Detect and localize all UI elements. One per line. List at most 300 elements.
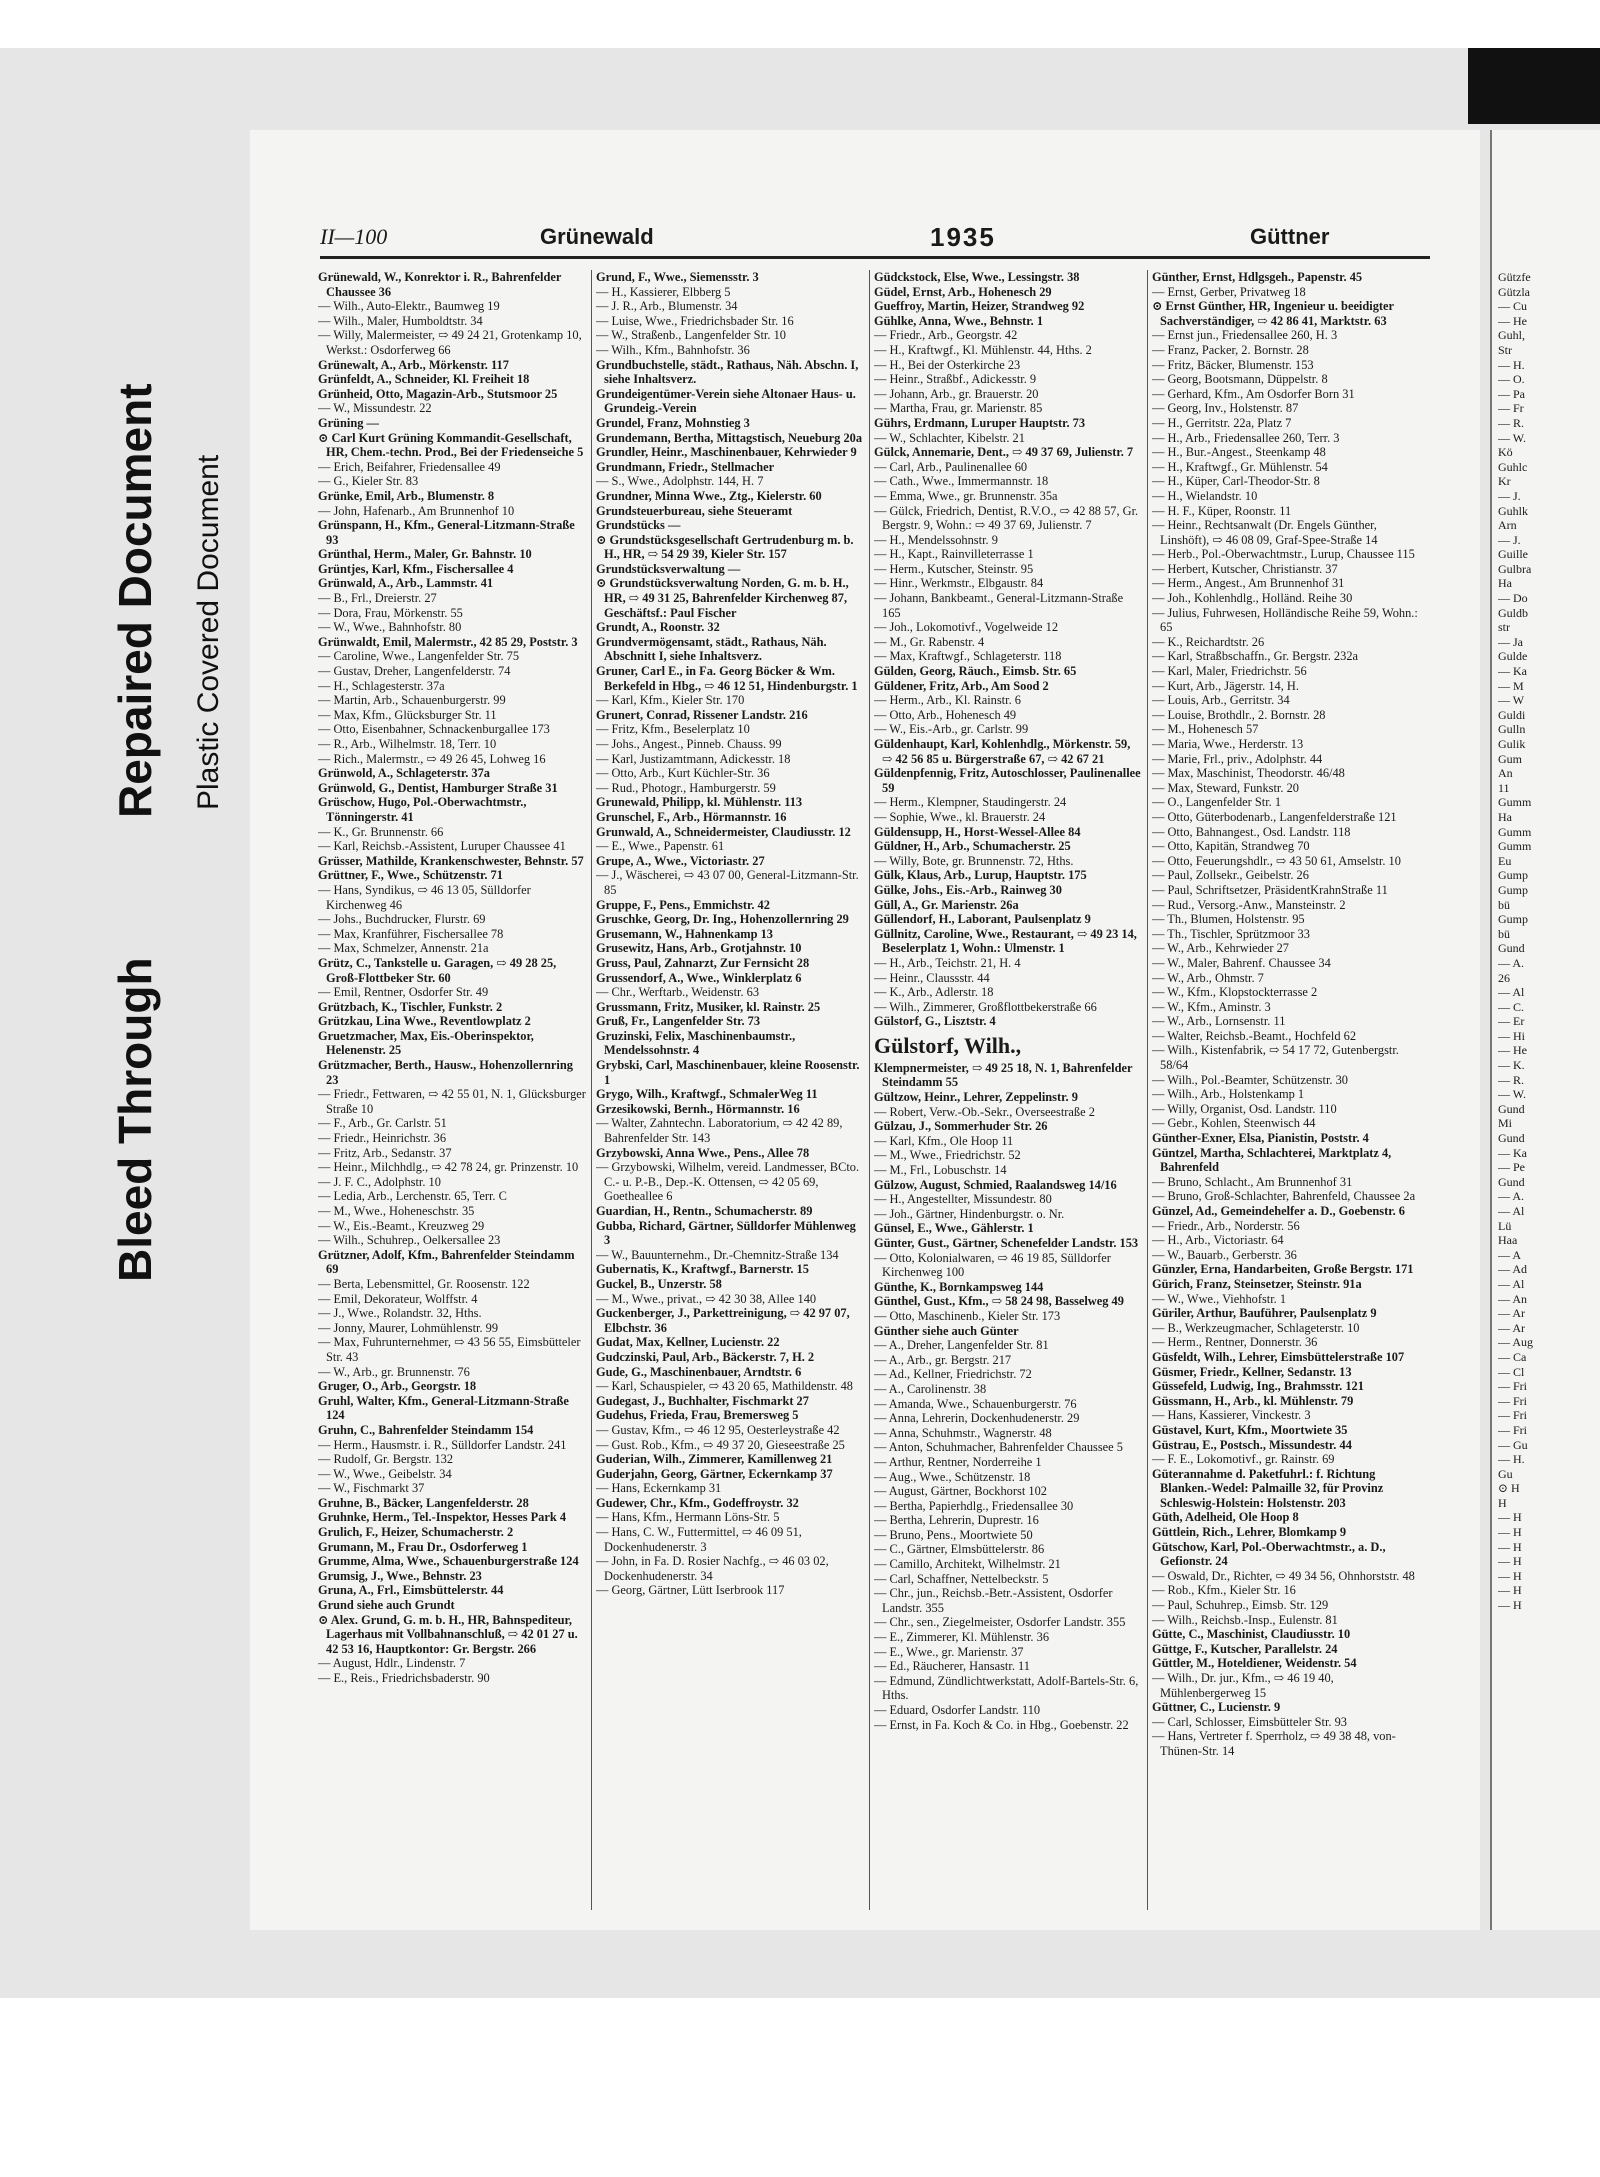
directory-entry: Gruger, O., Arb., Georgstr. 18 bbox=[318, 1379, 477, 1394]
directory-entry: Gruschke, Georg, Dr. Ing., Hohenzollernring 29 bbox=[596, 912, 849, 927]
directory-entry: — H., Arb., Teichstr. 21, H. 4 bbox=[874, 955, 1021, 970]
adjacent-page-fragment: — Al bbox=[1498, 1204, 1525, 1218]
adjacent-page-fragment: Lü bbox=[1498, 1218, 1512, 1233]
directory-entry: — Heinr., Milchhdlg., ⇨ 42 78 24, gr. Prinzenstr. 10 bbox=[318, 1160, 579, 1175]
directory-entry: — Anna, Lehrerin, Dockenhudenerstr. 29 bbox=[874, 1411, 1080, 1426]
adjacent-page-fragment: Gump bbox=[1498, 912, 1528, 927]
directory-entry: — Georg, Gärtner, Lütt Iserbrook 117 bbox=[596, 1583, 785, 1598]
directory-entry: — Herm., Arb., Kl. Rainstr. 6 bbox=[874, 693, 1021, 708]
directory-entry: Gültzow, Heinr., Lehrer, Zeppelinstr. 9 bbox=[874, 1090, 1078, 1105]
directory-entry: Guderjahn, Georg, Gärtner, Eckernkamp 37 bbox=[596, 1466, 833, 1481]
directory-entry: — Wilh., Auto-Elektr., Baumweg 19 bbox=[318, 299, 500, 314]
adjacent-page-fragment: Guille bbox=[1498, 547, 1528, 562]
directory-entry: Grunwald, A., Schneidermeister, Claudiusstr. 12 bbox=[596, 824, 851, 839]
directory-entry: — Hans, Eckernkamp 31 bbox=[596, 1481, 722, 1496]
adjacent-page-fragment: — Fri bbox=[1498, 1393, 1528, 1408]
directory-entry: — Johs., Angest., Pinneb. Chauss. 99 bbox=[596, 737, 782, 751]
directory-entry: — Otto, Arb., Hohenesch 49 bbox=[874, 707, 1017, 722]
directory-entry: — Ed., Räucherer, Hansastr. 11 bbox=[874, 1659, 1030, 1674]
directory-entry: — Gustav, Dreher, Langenfelderstr. 74 bbox=[318, 664, 511, 679]
directory-entry: — Kurt, Arb., Jägerstr. 14, H. bbox=[1152, 678, 1299, 693]
directory-entry: Grundbuchstelle, städt., Rathaus, Näh. Abschn. I, siehe Inhaltsverz. bbox=[596, 357, 859, 387]
directory-entry: Grützkau, Lina Wwe., Reventlowplatz 2 bbox=[318, 1014, 531, 1029]
adjacent-page-fragment: — W bbox=[1498, 693, 1525, 708]
directory-entry: — H., Angestellter, Missundestr. 80 bbox=[874, 1192, 1052, 1207]
directory-entry: — Rich., Malermstr., ⇨ 49 26 45, Lohweg 16 bbox=[318, 751, 546, 766]
directory-entry: Güriler, Arthur, Bauführer, Paulsenplatz 9 bbox=[1152, 1306, 1377, 1321]
directory-entry: Grütz, C., Tankstelle u. Garagen, ⇨ 49 28 25, Groß-Flottbeker Str. 60 bbox=[318, 955, 557, 985]
directory-entry: — A., Arb., gr. Bergstr. 217 bbox=[874, 1352, 1012, 1367]
adjacent-page-fragment: Guhl, bbox=[1498, 328, 1525, 343]
directory-entry: — H., Kraftwgf., Kl. Mühlenstr. 44, Hths. 2 bbox=[874, 342, 1092, 357]
directory-entry: Grygo, Wilh., Kraftwgf., SchmalerWeg 11 bbox=[596, 1087, 818, 1102]
directory-entry: — Fritz, Bäcker, Blumenstr. 153 bbox=[1152, 357, 1314, 372]
adjacent-page-fragment: — Pe bbox=[1498, 1160, 1525, 1175]
directory-entry: — Wilh., Kistenfabrik, ⇨ 54 17 72, Gutenbergstr. 58/64 bbox=[1152, 1043, 1399, 1073]
adjacent-page-fragment: Gulbra bbox=[1498, 561, 1532, 576]
adjacent-page-fragment: — Ad bbox=[1498, 1262, 1528, 1277]
adjacent-page-fragment: Str bbox=[1498, 342, 1513, 357]
directory-entry: Grund, F., Wwe., Siemensstr. 3 bbox=[596, 270, 759, 284]
directory-entry: Gruß, Fr., Langenfelder Str. 73 bbox=[596, 1014, 761, 1029]
adjacent-page-fragment: Gump bbox=[1498, 882, 1528, 897]
directory-entry: — Max, Maschinist, Theodorstr. 46/48 bbox=[1152, 766, 1345, 781]
directory-entry: Grussendorf, A., Wwe., Winklerplatz 6 bbox=[596, 970, 802, 985]
directory-entry: — Julius, Fuhrwesen, Holländische Reihe 59, Wohn.: 65 bbox=[1152, 605, 1418, 635]
directory-entry: — W., Eis.-Arb., gr. Carlstr. 99 bbox=[874, 722, 1029, 737]
adjacent-page-fragment: — H bbox=[1498, 1510, 1522, 1525]
directory-entry: Guardian, H., Rentn., Schumacherstr. 89 bbox=[596, 1204, 813, 1218]
directory-entry: Klempnermeister, ⇨ 49 25 18, N. 1, Bahrenfelder Steindamm 55 bbox=[874, 1060, 1133, 1090]
directory-entry: Gruppe, F., Pens., Emmichstr. 42 bbox=[596, 897, 770, 912]
directory-entry: — Rob., Kfm., Kieler Str. 16 bbox=[1152, 1583, 1296, 1598]
adjacent-page-fragment: Ha bbox=[1498, 576, 1512, 591]
directory-entry: Gühlke, Anna, Wwe., Behnstr. 1 bbox=[874, 313, 1044, 328]
adjacent-page-fragment: — Cl bbox=[1498, 1364, 1525, 1379]
directory-entry: — Amanda, Wwe., Schauenburgerstr. 76 bbox=[874, 1396, 1077, 1411]
directory-entry: — H., Arb., Friedensallee 260, Terr. 3 bbox=[1152, 430, 1340, 445]
directory-entry: Gruhl, Walter, Kfm., General-Litzmann-Straße 124 bbox=[318, 1393, 569, 1423]
directory-entry: — E., Wwe., gr. Marienstr. 37 bbox=[874, 1644, 1024, 1659]
directory-entry: — W., Arb., Ohmstr. 7 bbox=[1152, 970, 1264, 985]
directory-entry: — R., Arb., Wilhelmstr. 18, Terr. 10 bbox=[318, 737, 497, 751]
directory-entry: — Karl, Reichsb.-Assistent, Luruper Chaussee 41 bbox=[318, 839, 566, 854]
adjacent-page-fragment: Gulde bbox=[1498, 649, 1528, 664]
directory-entry: Günther-Exner, Elsa, Pianistin, Poststr. 4 bbox=[1152, 1131, 1369, 1146]
directory-entry: — Ad., Kellner, Friedrichstr. 72 bbox=[874, 1367, 1032, 1382]
plastic-covered-label: Plastic Covered Document bbox=[192, 454, 225, 810]
directory-entry: — Ledia, Arb., Lerchenstr. 65, Terr. C bbox=[318, 1189, 507, 1204]
directory-entry: — Dora, Frau, Mörkenstr. 55 bbox=[318, 605, 463, 620]
column-divider bbox=[591, 270, 592, 1910]
directory-entry: Gruzinski, Felix, Maschinenbaumstr., Mendelssohnstr. 4 bbox=[596, 1028, 796, 1058]
adjacent-page-fragment: — Ar bbox=[1498, 1320, 1525, 1335]
directory-entry: — W., Missundestr. 22 bbox=[318, 401, 432, 416]
directory-entry: Güterannahme d. Paketfuhrl.: f. Richtung Blanken.-Wedel: Palmaille 32, für Provinz Schleswig-Holstein: Holstenstr. 203 bbox=[1152, 1466, 1384, 1510]
adjacent-page-fragment: — Hi bbox=[1498, 1028, 1525, 1043]
directory-entry: Gütte, C., Maschinist, Claudiusstr. 10 bbox=[1152, 1627, 1351, 1642]
adjacent-page-fragment: — Do bbox=[1498, 591, 1528, 606]
directory-entry: Güdckstock, Else, Wwe., Lessingstr. 38 bbox=[874, 270, 1080, 284]
directory-entry: — Otto, Arb., Kurt Küchler-Str. 36 bbox=[596, 766, 770, 781]
directory-entry: — Herm., Angest., Am Brunnenhof 31 bbox=[1152, 576, 1345, 591]
directory-entry: — H., Mendelssohnstr. 9 bbox=[874, 532, 998, 547]
adjacent-page-fragment: — Ar bbox=[1498, 1306, 1525, 1321]
directory-entry: — Ernst, in Fa. Koch & Co. in Hbg., Goebenstr. 22 bbox=[874, 1717, 1129, 1732]
directory-entry: Grundsteuerbureau, siehe Steueramt bbox=[596, 503, 793, 518]
directory-entry: — Fritz, Kfm., Beselerplatz 10 bbox=[596, 722, 750, 737]
directory-entry: Güsfeldt, Wilh., Lehrer, Eimsbüttelerstraße 107 bbox=[1152, 1349, 1405, 1364]
directory-entry: Grützner, Adolf, Kfm., Bahrenfelder Steindamm 69 bbox=[318, 1247, 575, 1277]
adjacent-page-fragment: Gund bbox=[1498, 1101, 1525, 1116]
directory-entry: — Max, Kfm., Glücksburger Str. 11 bbox=[318, 707, 497, 722]
adjacent-page-fragment: Gumm bbox=[1498, 824, 1532, 839]
directory-entry: — Herm., Hausmstr. i. R., Sülldorfer Landstr. 241 bbox=[318, 1437, 567, 1452]
directory-entry: — Wilh., Schuhrep., Oelkersallee 23 bbox=[318, 1233, 501, 1248]
directory-entry: — Johs., Buchdrucker, Flurstr. 69 bbox=[318, 912, 486, 927]
directory-entry: — W., Schlachter, Kibelstr. 21 bbox=[874, 430, 1025, 445]
adjacent-page-fragment: Gund bbox=[1498, 1131, 1525, 1146]
directory-entry: — Ernst, Gerber, Privatweg 18 bbox=[1152, 284, 1306, 299]
directory-entry: — Carl, Arb., Paulinenallee 60 bbox=[874, 459, 1028, 474]
directory-entry: — Friedr., Fettwaren, ⇨ 42 55 01, N. 1, Glücksburger Straße 10 bbox=[318, 1087, 586, 1116]
directory-entry: — W., Straßenb., Langenfelder Str. 10 bbox=[596, 328, 786, 343]
adjacent-page-fragment: — Aug bbox=[1498, 1335, 1534, 1350]
directory-entry: — Aug., Wwe., Schützenstr. 18 bbox=[874, 1469, 1031, 1484]
directory-entry: Grünwold, G., Dentist, Hamburger Straße 31 bbox=[318, 780, 558, 795]
adjacent-page-fragment: — An bbox=[1498, 1291, 1528, 1306]
directory-entry: — Emil, Dekorateur, Wolffstr. 4 bbox=[318, 1291, 478, 1306]
directory-entry: Gütschow, Karl, Pol.-Oberwachtmstr., a. D., Gefionstr. 24 bbox=[1152, 1539, 1386, 1569]
directory-column-3 bbox=[874, 270, 1142, 1910]
directory-entry: — A., Dreher, Langenfelder Str. 81 bbox=[874, 1338, 1049, 1353]
directory-entry: — Oswald, Dr., Richter, ⇨ 49 34 56, Ohnhorststr. 48 bbox=[1152, 1568, 1415, 1583]
directory-entry: Grundvermögensamt, städt., Rathaus, Näh. Abschnitt I, siehe Inhaltsverz. bbox=[596, 634, 827, 664]
directory-entry: Günsel, E., Wwe., Gählerstr. 1 bbox=[874, 1221, 1034, 1236]
directory-entry: — J., Wwe., Rolandstr. 32, Hths. bbox=[318, 1306, 482, 1321]
directory-entry: — Gustav, Kfm., ⇨ 46 12 95, Oesterleystraße 42 bbox=[596, 1422, 840, 1437]
directory-entry: — K., Arb., Adlerstr. 18 bbox=[874, 985, 994, 1000]
column-divider bbox=[1147, 270, 1148, 1910]
directory-entry: — Heinr., Straßbf., Adickesstr. 9 bbox=[874, 372, 1037, 387]
directory-entry: Grunert, Conrad, Rissener Landstr. 216 bbox=[596, 707, 808, 722]
directory-entry: Güttlein, Rich., Lehrer, Blomkamp 9 bbox=[1152, 1525, 1347, 1540]
directory-entry: Gudewer, Chr., Kfm., Godeffroystr. 32 bbox=[596, 1495, 799, 1510]
directory-entry: — Hans, Vertreter f. Sperrholz, ⇨ 49 38 48, von-Thünen-Str. 14 bbox=[1152, 1729, 1396, 1758]
directory-entry: — Anton, Schuhmacher, Bahrenfelder Chaussee 5 bbox=[874, 1440, 1123, 1455]
directory-entry: — F., Arb., Gr. Carlstr. 51 bbox=[318, 1116, 447, 1131]
directory-entry: Gülzau, J., Sommerhuder Str. 26 bbox=[874, 1119, 1048, 1134]
directory-entry: — Otto, Feuerungshdlr., ⇨ 43 50 61, Amselstr. 10 bbox=[1152, 853, 1401, 868]
directory-entry: — Hans, Kfm., Hermann Löns-Str. 5 bbox=[596, 1510, 780, 1525]
directory-entry: — M., Wwe., Hoheneschstr. 35 bbox=[318, 1204, 475, 1218]
page-number: II—100 bbox=[320, 224, 388, 249]
directory-entry: Grünfeldt, A., Schneider, Kl. Freiheit 18 bbox=[318, 372, 530, 387]
directory-entry: — Max, Schmelzer, Annenstr. 21a bbox=[318, 941, 489, 956]
directory-entry: — Luise, Wwe., Friedrichsbader Str. 16 bbox=[596, 313, 794, 328]
directory-entry: Grulich, F., Heizer, Schumacherstr. 2 bbox=[318, 1525, 514, 1540]
directory-entry: — August, Gärtner, Bockhorst 102 bbox=[874, 1484, 1047, 1499]
directory-entry: Grützbach, K., Tischler, Funkstr. 2 bbox=[318, 999, 503, 1014]
directory-entry: — John, in Fa. D. Rosier Nachfg., ⇨ 46 03 02, Dockenhudenerstr. 34 bbox=[596, 1554, 829, 1583]
adjacent-page-fragment: ⊙ H bbox=[1498, 1481, 1520, 1496]
adjacent-page-fragment: — M bbox=[1498, 678, 1524, 693]
adjacent-page-fragment: str bbox=[1498, 620, 1510, 635]
directory-page bbox=[250, 130, 1480, 1930]
directory-entry: Gührs, Erdmann, Luruper Hauptstr. 73 bbox=[874, 415, 1086, 430]
directory-entry: — Walter, Reichsb.-Beamt., Hochfeld 62 bbox=[1152, 1028, 1357, 1043]
adjacent-page-fragment: Ha bbox=[1498, 809, 1512, 824]
directory-entry: Güll, A., Gr. Marienstr. 26a bbox=[874, 897, 1019, 912]
directory-entry: Grzybowski, Anna Wwe., Pens., Allee 78 bbox=[596, 1145, 810, 1160]
directory-entry: — Gerhard, Kfm., Am Osdorfer Born 31 bbox=[1152, 386, 1355, 401]
directory-entry: Güldenhaupt, Karl, Kohlenhdlg., Mörkenstr. 59, ⇨ 42 56 85 u. Bürgerstraße 67, ⇨ 42 67 21 bbox=[874, 737, 1131, 766]
directory-entry: — Bruno, Pens., Moortwiete 50 bbox=[874, 1527, 1033, 1542]
directory-entry: Güllnitz, Caroline, Wwe., Restaurant, ⇨ 49 23 14, Beselerplatz 1, Wohn.: Ulmenstr. 1 bbox=[874, 926, 1137, 956]
adjacent-page-fragment: — O. bbox=[1498, 372, 1525, 387]
directory-entry: Günthel, Gust., Kfm., ⇨ 58 24 98, Basselweg 49 bbox=[874, 1294, 1124, 1309]
directory-entry: Güstavel, Kurt, Kfm., Moortwiete 35 bbox=[1152, 1422, 1348, 1437]
directory-entry: — Herm., Kutscher, Steinstr. 95 bbox=[874, 561, 1034, 576]
adjacent-page-fragment: H bbox=[1498, 1495, 1507, 1510]
directory-entry: Grybski, Carl, Maschinenbauer, kleine Roosenstr. 1 bbox=[596, 1058, 860, 1087]
directory-entry: — Heinr., Rechtsanwalt (Dr. Engels Günther, Linshöft), ⇨ 46 08 09, Graf-Spee-Straße 14 bbox=[1152, 518, 1378, 547]
directory-entry: Grundstücks — bbox=[596, 518, 681, 533]
adjacent-page-edge bbox=[1490, 130, 1600, 1930]
directory-entry: ⊙ Alex. Grund, G. m. b. H., HR, Bahnspediteur, Lagerhaus mit Vollbahnanschluß, ⇨ 42 01 27 u. 42 53 16, Hauptkontor: Gr. Bergstr. 266 bbox=[318, 1612, 578, 1656]
directory-entry: Grundner, Minna Wwe., Ztg., Kielerstr. 60 bbox=[596, 488, 822, 503]
directory-entry: Güldenpfennig, Fritz, Autoschlosser, Paulinenallee 59 bbox=[874, 766, 1141, 795]
directory-entry: Güttner, C., Lucienstr. 9 bbox=[1152, 1700, 1281, 1715]
adjacent-page-fragment: Gützla bbox=[1498, 284, 1530, 299]
directory-entry: Gülzow, August, Schmied, Raalandsweg 14/16 bbox=[874, 1177, 1117, 1192]
directory-entry: — J. R., Arb., Blumenstr. 34 bbox=[596, 299, 738, 314]
directory-entry: — J., Wäscherei, ⇨ 43 07 00, General-Litzmann-Str. 85 bbox=[596, 868, 859, 897]
directory-entry: — Carl, Schaffner, Nettelbeckstr. 5 bbox=[874, 1571, 1049, 1586]
directory-entry: Güstrau, E., Postsch., Missundestr. 44 bbox=[1152, 1437, 1352, 1452]
directory-entry: — W., Arb., Kehrwieder 27 bbox=[1152, 941, 1289, 956]
adjacent-page-fragment: — Fri bbox=[1498, 1422, 1528, 1437]
adjacent-page-fragment: — H bbox=[1498, 1598, 1522, 1613]
directory-entry: — W., Wwe., Viehhofstr. 1 bbox=[1152, 1291, 1287, 1306]
adjacent-page-fragment: — Gu bbox=[1498, 1437, 1528, 1452]
directory-entry: Günther, Ernst, Hdlgsgeh., Papenstr. 45 bbox=[1152, 270, 1363, 284]
directory-entry: Grüntjes, Karl, Kfm., Fischersallee 4 bbox=[318, 561, 514, 576]
directory-entry: — Max, Kraftwgf., Schlageterstr. 118 bbox=[874, 649, 1062, 664]
directory-entry: — Robert, Verw.-Ob.-Sekr., Overseestraße 2 bbox=[874, 1104, 1095, 1119]
directory-entry: Gueffroy, Martin, Heizer, Strandweg 92 bbox=[874, 299, 1085, 314]
directory-entry: — W., Bauunternehm., Dr.-Chemnitz-Straße 134 bbox=[596, 1247, 839, 1262]
bleed-through-label: Bleed Through bbox=[109, 957, 161, 1282]
directory-entry: — Joh., Lokomotivf., Vogelweide 12 bbox=[874, 620, 1059, 635]
directory-entry: Günthe, K., Bornkampsweg 144 bbox=[874, 1279, 1044, 1294]
directory-entry: — Max, Fuhrunternehmer, ⇨ 43 56 55, Eimsbütteler Str. 43 bbox=[318, 1335, 581, 1364]
directory-entry: — Chr., jun., Reichsb.-Betr.-Assistent, Osdorfer Landstr. 355 bbox=[874, 1586, 1113, 1615]
directory-entry: — B., Werkzeugmacher, Schlageterstr. 10 bbox=[1152, 1320, 1360, 1335]
directory-entry: — Rudolf, Gr. Bergstr. 132 bbox=[318, 1452, 454, 1467]
adjacent-page-fragment: — W. bbox=[1498, 430, 1527, 445]
directory-entry: — S., Wwe., Adolphstr. 144, H. 7 bbox=[596, 474, 764, 489]
directory-entry: — Arthur, Rentner, Norderreihe 1 bbox=[874, 1454, 1042, 1469]
directory-entry: Güth, Adelheid, Ole Hoop 8 bbox=[1152, 1510, 1299, 1525]
adjacent-page-fragment: Kö bbox=[1498, 445, 1513, 460]
directory-entry: — W., Bauarb., Gerberstr. 36 bbox=[1152, 1247, 1297, 1262]
directory-entry: — Th., Blumen, Holstenstr. 95 bbox=[1152, 912, 1305, 927]
directory-entry: Grundeigentümer-Verein siehe Altonaer Haus- u. Grundeig.-Verein bbox=[596, 386, 856, 416]
directory-entry: — Gülck, Friedrich, Dentist, R.V.O., ⇨ 42 88 57, Gr. Bergstr. 9, Wohn.: ⇨ 49 37 69, Julienstr. 7 bbox=[874, 503, 1139, 533]
directory-entry: Grusemann, W., Hahnenkamp 13 bbox=[596, 926, 773, 941]
adjacent-page-fragment: — A. bbox=[1498, 955, 1525, 970]
directory-entry: ⊙ Ernst Günther, HR, Ingenieur u. beeidigter Sachverständiger, ⇨ 42 86 41, Marktstr. 63 bbox=[1152, 299, 1394, 328]
adjacent-page-fragment: Guldi bbox=[1498, 707, 1526, 722]
directory-entry: — Carl, Schlosser, Eimsbütteler Str. 93 bbox=[1152, 1714, 1347, 1729]
directory-entry: — Wilh., Maler, Humboldtstr. 34 bbox=[318, 313, 483, 328]
adjacent-page-fragment: Gumm bbox=[1498, 839, 1532, 854]
directory-entry: — Johann, Bankbeamt., General-Litzmann-Straße 165 bbox=[874, 591, 1124, 620]
directory-entry: — August, Hdlr., Lindenstr. 7 bbox=[318, 1656, 466, 1671]
directory-entry: — W., Fischmarkt 37 bbox=[318, 1481, 425, 1496]
adjacent-page-fragment: — Er bbox=[1498, 1014, 1525, 1029]
adjacent-page-fragment: Guldb bbox=[1498, 605, 1528, 620]
directory-entry: Grumann, M., Frau Dr., Osdorferweg 1 bbox=[318, 1539, 528, 1554]
directory-entry: Gruhn, C., Bahrenfelder Steindamm 154 bbox=[318, 1422, 534, 1437]
directory-entry: — Emma, Wwe., gr. Brunnenstr. 35a bbox=[874, 488, 1058, 503]
directory-entry: — H., Kapt., Rainvilleterrasse 1 bbox=[874, 547, 1034, 562]
directory-entry: — H., Bur.-Angest., Steenkamp 48 bbox=[1152, 445, 1326, 460]
directory-entry: Grünewald, W., Konrektor i. R., Bahrenfelder Chaussee 36 bbox=[318, 270, 562, 299]
directory-entry: — Fritz, Arb., Sedanstr. 37 bbox=[318, 1145, 452, 1160]
directory-entry: — Willy, Malermeister, ⇨ 49 24 21, Grotenkamp 10, Werkst.: Osdorferweg 66 bbox=[318, 328, 582, 357]
directory-entry: Grussmann, Fritz, Musiker, kl. Rainstr. 25 bbox=[596, 999, 821, 1014]
directory-entry: — M., Gr. Rabenstr. 4 bbox=[874, 634, 985, 649]
directory-entry: — J. F. C., Adolphstr. 10 bbox=[318, 1174, 441, 1189]
directory-entry: Gudehus, Frieda, Frau, Bremersweg 5 bbox=[596, 1408, 799, 1423]
adjacent-page-fragment: — A bbox=[1498, 1247, 1522, 1262]
adjacent-page-fragment: Gump bbox=[1498, 868, 1528, 883]
directory-entry: — Paul, Schuhrep., Eimsb. Str. 129 bbox=[1152, 1598, 1329, 1613]
directory-entry: — Chr., Werftarb., Weidenstr. 63 bbox=[596, 985, 760, 1000]
adjacent-page-fragment: — H bbox=[1498, 1568, 1522, 1583]
directory-entry: — Louise, Brothdlr., 2. Bornstr. 28 bbox=[1152, 707, 1326, 722]
directory-entry: ⊙ Grundstücksgesellschaft Gertrudenburg m. b. H., HR, ⇨ 54 29 39, Kieler Str. 157 bbox=[596, 532, 854, 562]
directory-entry: Gudegast, J., Buchhalter, Fischmarkt 27 bbox=[596, 1393, 809, 1408]
directory-entry: — Paul, Zollsekr., Geibelstr. 26 bbox=[1152, 868, 1309, 883]
directory-entry: Gude, G., Maschinenbauer, Arndtstr. 6 bbox=[596, 1364, 802, 1379]
directory-entry: Günter, Gust., Gärtner, Schenefelder Landstr. 153 bbox=[874, 1236, 1139, 1250]
directory-entry: — Wilh., Pol.-Beamter, Schützenstr. 30 bbox=[1152, 1072, 1348, 1087]
directory-entry: Gülk, Klaus, Arb., Lurup, Hauptstr. 175 bbox=[874, 868, 1087, 883]
directory-entry: — Chr., sen., Ziegelmeister, Osdorfer Landstr. 355 bbox=[874, 1615, 1126, 1630]
adjacent-page-fragment: — Ka bbox=[1498, 1145, 1527, 1160]
directory-entry: — Emil, Rentner, Osdorfer Str. 49 bbox=[318, 985, 489, 1000]
adjacent-page-fragment: — H. bbox=[1498, 357, 1525, 372]
directory-entry: — H., Gerritstr. 22a, Platz 7 bbox=[1152, 415, 1292, 430]
directory-entry: — Bertha, Lehrerin, Duprestr. 16 bbox=[874, 1513, 1039, 1528]
directory-entry: — M., Hohenesch 57 bbox=[1152, 722, 1259, 737]
directory-entry: — H., Schlagesterstr. 37a bbox=[318, 678, 445, 693]
directory-entry: Grünspann, H., Kfm., General-Litzmann-Straße 93 bbox=[318, 518, 575, 547]
directory-entry: — Georg, Bootsmann, Düppelstr. 8 bbox=[1152, 372, 1328, 387]
directory-entry: — Rud., Versorg.-Anw., Mansteinstr. 2 bbox=[1152, 897, 1346, 912]
directory-entry: — Rud., Photogr., Hamburgerstr. 59 bbox=[596, 780, 776, 795]
directory-entry: — Herm., Klempner, Staudingerstr. 24 bbox=[874, 795, 1067, 810]
directory-entry: Grusewitz, Hans, Arb., Grotjahnstr. 10 bbox=[596, 941, 802, 956]
adjacent-page-fragment: Gum bbox=[1498, 751, 1522, 766]
directory-entry: — Gebr., Kohlen, Steenwisch 44 bbox=[1152, 1116, 1316, 1131]
directory-entry: — Friedr., Arb., Norderstr. 56 bbox=[1152, 1218, 1300, 1233]
directory-entry: — Eduard, Osdorfer Landstr. 110 bbox=[874, 1703, 1041, 1717]
adjacent-page-fragment: Guhlk bbox=[1498, 503, 1528, 518]
directory-entry: — E., Wwe., Papenstr. 61 bbox=[596, 839, 725, 854]
adjacent-page-fragment: Mi bbox=[1498, 1116, 1513, 1131]
directory-entry: Gruhnke, Herm., Tel.-Inspektor, Hesses Park 4 bbox=[318, 1510, 567, 1525]
directory-entry: — W., Eis.-Beamt., Kreuzweg 29 bbox=[318, 1218, 485, 1233]
directory-entry: Gruner, Carl E., in Fa. Georg Böcker & Wm. Berkefeld in Hbg., ⇨ 46 12 51, Hindenburgstr. 1 bbox=[596, 664, 858, 693]
adjacent-page-fragment: — Pa bbox=[1498, 386, 1525, 401]
directory-entry: — Joh., Kohlenhdlg., Holländ. Reihe 30 bbox=[1152, 591, 1353, 606]
adjacent-page-fragment: — J. bbox=[1498, 488, 1521, 503]
adjacent-page-fragment: — H bbox=[1498, 1554, 1522, 1569]
directory-entry: — Marie, Frl., priv., Adolphstr. 44 bbox=[1152, 751, 1323, 766]
directory-entry: Gülden, Georg, Räuch., Eimsb. Str. 65 bbox=[874, 664, 1077, 679]
adjacent-page-fragment: — Al bbox=[1498, 1276, 1525, 1291]
directory-entry: Grundstücksverwaltung — bbox=[596, 561, 741, 576]
adjacent-page-fragment: — W. bbox=[1498, 1087, 1527, 1102]
directory-entry: — Maria, Wwe., Herderstr. 13 bbox=[1152, 737, 1304, 751]
adjacent-page-fragment: An bbox=[1498, 766, 1513, 781]
directory-entry: — Louis, Arb., Gerritstr. 34 bbox=[1152, 693, 1290, 708]
directory-entry: Gudat, Max, Kellner, Lucienstr. 22 bbox=[596, 1335, 780, 1350]
directory-entry: — H., Bei der Osterkirche 23 bbox=[874, 357, 1021, 372]
directory-entry: — M., Wwe., Friedrichstr. 52 bbox=[874, 1148, 1021, 1163]
directory-entry: — W., Kfm., Aminstr. 3 bbox=[1152, 999, 1271, 1014]
directory-entry: — Bertha, Papierhdlg., Friedensallee 30 bbox=[874, 1498, 1074, 1513]
directory-entry: — W., Arb., Lornsenstr. 11 bbox=[1152, 1014, 1286, 1029]
directory-entry: — Herb., Pol.-Oberwachtmstr., Lurup, Chaussee 115 bbox=[1152, 547, 1415, 562]
directory-entry: — Willy, Bote, gr. Brunnenstr. 72, Hths. bbox=[874, 853, 1074, 868]
adjacent-page-fragment: Gumm bbox=[1498, 795, 1532, 810]
directory-entry: Gülke, Johs., Eis.-Arb., Rainweg 30 bbox=[874, 882, 1062, 897]
directory-entry: — John, Hafenarb., Am Brunnenhof 10 bbox=[318, 503, 515, 518]
adjacent-page-fragment: — He bbox=[1498, 1043, 1527, 1058]
directory-entry: Günzel, Ad., Gemeindehelfer a. D., Goebenstr. 6 bbox=[1152, 1204, 1405, 1218]
adjacent-page-fragment: Kr bbox=[1498, 474, 1511, 489]
directory-entry-display: Gülstorf, Wilh., bbox=[874, 1032, 1022, 1058]
adjacent-page-fragment: — C. bbox=[1498, 999, 1525, 1014]
directory-entry: — Th., Tischler, Sprützmoor 33 bbox=[1152, 926, 1310, 941]
directory-entry: — Paul, Schriftsetzer, PräsidentKrahnStraße 11 bbox=[1152, 882, 1388, 897]
directory-entry: Grumme, Alma, Wwe., Schauenburgerstraße 124 bbox=[318, 1554, 579, 1569]
page-header bbox=[320, 222, 1430, 259]
adjacent-page-fragment: — Fri bbox=[1498, 1408, 1528, 1423]
directory-entry: Güntzel, Martha, Schlachterei, Marktplatz 4, Bahrenfeld bbox=[1152, 1145, 1392, 1175]
directory-entry: — Max, Kranführer, Fischersallee 78 bbox=[318, 926, 504, 941]
directory-entry: — Grzybowski, Wilhelm, vereid. Landmesser, BCto. C.- u. P.-B., Dep.-K. Ottensen, ⇨ 42 05 69, Goetheallee 6 bbox=[596, 1160, 860, 1204]
directory-entry: Güsmer, Friedr., Kellner, Sedanstr. 13 bbox=[1152, 1364, 1352, 1379]
directory-entry: Gruna, A., Frl., Eimsbüttelerstr. 44 bbox=[318, 1583, 504, 1598]
directory-entry: — Joh., Gärtner, Hindenburgstr. o. Nr. bbox=[874, 1206, 1065, 1221]
directory-entry: — Otto, Bahnangest., Osd. Landstr. 118 bbox=[1152, 824, 1351, 839]
directory-entry: — H., Kraftwgf., Gr. Mühlenstr. 54 bbox=[1152, 459, 1328, 474]
directory-entry: — K., Gr. Brunnenstr. 66 bbox=[318, 824, 444, 839]
directory-entry: — M., Frl., Lobuschstr. 14 bbox=[874, 1163, 1007, 1178]
directory-entry: Guckel, B., Unzerstr. 58 bbox=[596, 1276, 722, 1291]
directory-entry: — H., Kassierer, Elbberg 5 bbox=[596, 284, 731, 299]
directory-entry: — F. E., Lokomotivf., gr. Rainstr. 69 bbox=[1152, 1452, 1335, 1467]
directory-entry: ⊙ Carl Kurt Grüning Kommandit-Gesellschaft, HR, Chem.-techn. Prod., Bei der Friedenseiche 5 bbox=[318, 430, 584, 460]
directory-entry: — Martin, Arb., Schauenburgerstr. 99 bbox=[318, 693, 506, 708]
adjacent-page-fragment: Arn bbox=[1498, 518, 1517, 533]
